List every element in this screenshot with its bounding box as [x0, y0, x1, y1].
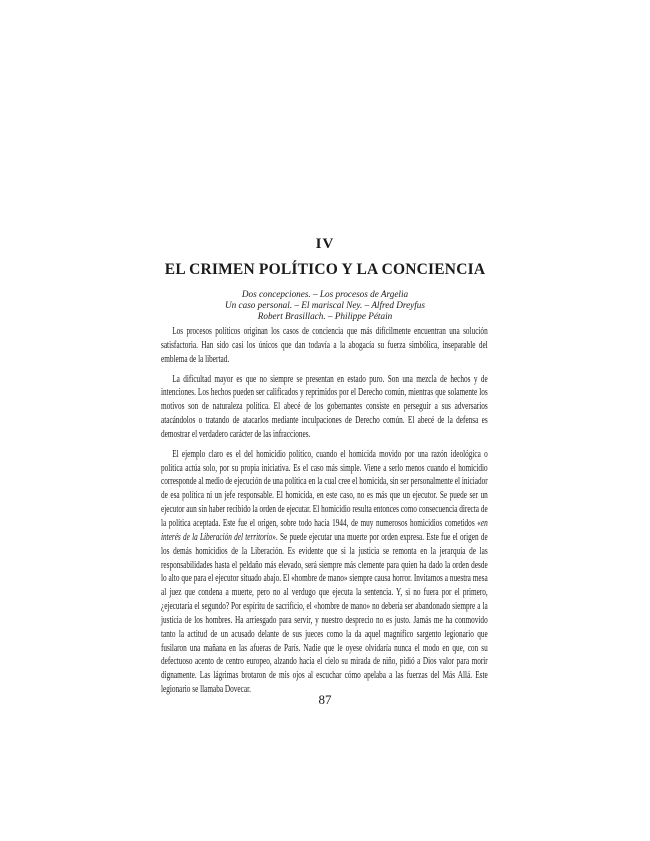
- summary-line: Un caso personal. – El mariscal Ney. – Alfred Dreyfus: [225, 300, 425, 310]
- chapter-number: IV: [315, 236, 335, 252]
- page-number: 87: [318, 692, 332, 707]
- italic-quote: en interés de la Liberación del territorio: [161, 516, 488, 543]
- paragraph: La dificultad mayor es que no siempre se presentan en estado puro. Son una mezcla de hechos y de intenciones. Los hechos pueden ser calificados y reprimidos por el Derecho común, mientras que solamente los motivos son de naturaleza política. El abecé de los gobernantes consiste en perseguir a sus adversarios atacándolos o tratando de atacarlos mediante inculpaciones de Derecho común. El abecé de la defensa es demostrar el verdadero carácter de las infracciones.: [161, 372, 488, 440]
- summary-line: Dos concepciones. – Los procesos de Argelia: [241, 289, 409, 299]
- chapter-body: [161, 325, 488, 697]
- chapter-summary: [0, 289, 650, 322]
- paragraph-text: ». Se puede ejecutar una muerte por orden expresa. Este fue el origen de los demás homicidios de la Liberación. Es evidente que si la justicia se remonta en la jerarquía de las responsabilidades hasta el peldaño más elevado, será siempre más clemente para quien ha dado la orden desde lo alto que para el ejecutor situado abajo. El «hombre de mano» siempre causa horror. Invitamos a nuestra mesa al juez que condena a muerte, pero no al verdugo que ejecuta la sentencia. Y, si no fuera por el primero, ¿ejecutaría el segundo? Por espíritu de sacrificio, el «hombre de mano» no debería ser abandonado siempre a la justicia de los hombres. Ha arriesgado para servir, y nuestro desprecio no es justo. Jamás me ha conmovido tanto la actitud de un acusado delante de sus jueces como la da aquel magnífico sargento legionario que fusilaron una mañana en las afueras de París. Nadie que le oyese olvidaría nunca el modo en que, con su defectuoso acento de centro europeo, alzando hacia el cielo su mirada de niño, pidió a Dios valor para morir dignamente. Las lágrimas brotaron de mis ojos al escuchar cómo apelaba a las fuerzas del Más Allá. Este legionario se llamaba Dovecar.: [161, 530, 488, 696]
- chapter-title: EL CRIMEN POLÍTICO Y LA CONCIENCIA: [164, 261, 486, 278]
- summary-line: Robert Brasillach. – Philippe Pétain: [257, 311, 393, 321]
- paragraph: [161, 448, 488, 697]
- paragraph-text: El ejemplo claro es el del homicidio político, cuando el homicida movido por una razón ideológica o política actúa solo, por su propia iniciativa. Es el caso más simple. Viene a serlo menos cuando el homicidio corresponde al medio de ejecución de una política en la cual cree el homicida, sin ser personalmente el iniciador de esa política ni un jefe responsable. El homicida, en este caso, no es más que un ejecutor. Se puede ser un ejecutor aun sin haber recibido la orden de ejecutar. El homicidio resulta entonces como consecuencia directa de la política aceptada. Este fue el origen, sobre todo hacia 1944, de muy numerosos homicidios cometidos «: [161, 447, 488, 529]
- paragraph: Los procesos políticos originan los casos de conciencia que más difícilmente encuentran una solución satisfactoria. Han sido casi los únicos que dan todavía a la abogacía su fuerza simbólica, inseparable del emblema de la libertad.: [161, 325, 488, 365]
